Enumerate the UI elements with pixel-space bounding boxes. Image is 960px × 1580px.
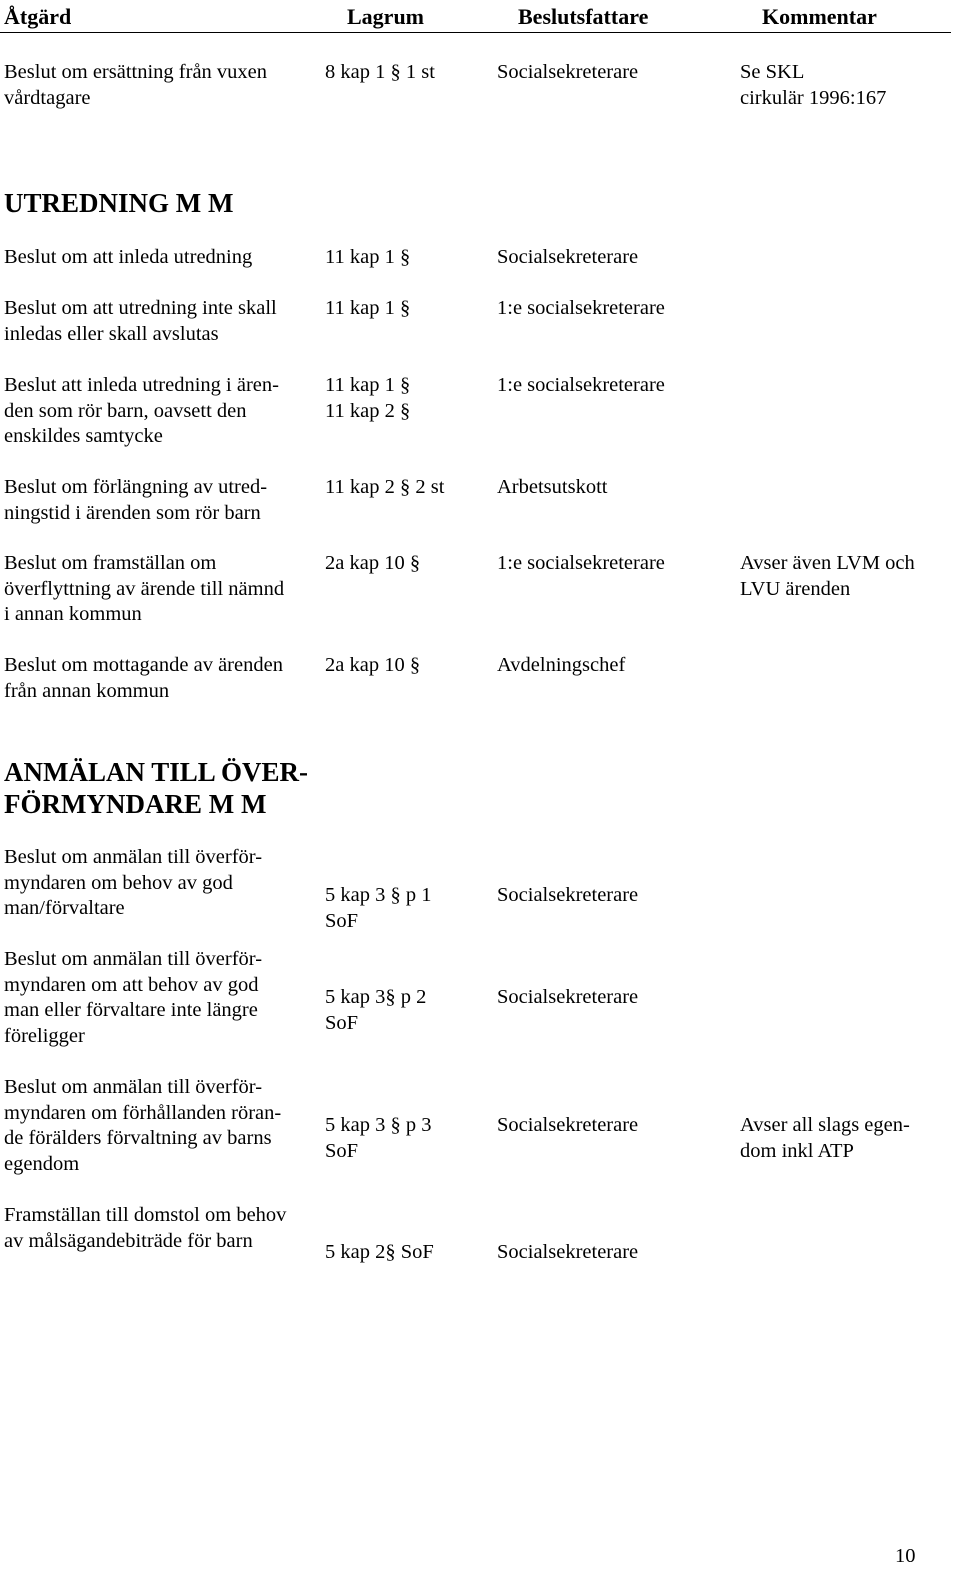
cell-line: Beslut om att utredning inte skall [4,297,277,319]
cell-line: inledas eller skall avslutas [4,322,219,345]
cell-line: Socialsekreterare [497,986,639,1008]
cell-line: Beslut om anmälan till överför- [4,948,263,970]
row-kommentar [740,551,915,602]
cell-line: Se SKL [740,61,805,83]
cell-line: Arbetsutskott [497,476,608,498]
row-lagrum [325,1113,431,1164]
section-title-anmalan [4,756,308,820]
row-atgard [4,653,283,704]
row-beslutsfattare [497,373,665,399]
row-beslutsfattare [497,653,625,679]
cell-line: Socialsekreterare [497,61,639,83]
row-beslutsfattare [497,475,607,501]
cell-line: Beslut att inleda utredning i ären- [4,374,279,396]
cell-line: 5 kap 3§ p 2 [325,986,427,1008]
cell-line: myndaren om behov av god [4,871,233,894]
cell-line: Socialsekreterare [497,1241,639,1263]
row-lagrum [325,373,410,424]
cell-line: de förälders förvaltning av barns [4,1127,272,1149]
row-atgard [4,845,262,922]
section-title-line: FÖRMYNDARE M M [4,789,267,819]
cell-line: man eller förvaltare inte längre [4,999,258,1021]
column-header-beslutsfattare: Beslutsfattare [518,4,649,29]
cell-line: Beslut om förlängning av utred- [4,476,268,498]
row-atgard [4,1203,286,1254]
row-lagrum [325,985,426,1036]
row-beslutsfattare [497,245,638,271]
row-beslutsfattare [497,296,665,322]
cell-line: 5 kap 3 § p 1 [325,884,432,906]
row-atgard [4,296,277,347]
row-kommentar [740,1113,910,1164]
cell-line: Beslut om ersättning från vuxen [4,61,268,83]
cell-line: Avser även LVM och [740,552,915,574]
cell-line: Framställan till domstol om behov [4,1204,287,1226]
page-number: 10 [895,1545,916,1567]
row-lagrum [325,551,420,577]
cell-line: vårdtagare [4,86,91,109]
cell-line: Beslut om anmälan till överför- [4,1076,263,1098]
section-title-line: UTREDNING M M [4,188,234,218]
row-beslutsfattare [497,985,638,1011]
cell-line: 1:e socialsekreterare [497,297,665,319]
row-atgard [4,245,252,271]
cell-line: Beslut om mottagande av ärenden [4,654,283,676]
cell-line: Avser all slags egen- [740,1114,910,1136]
cell-line: ningstid i ärenden som rör barn [4,501,261,524]
column-header-atgard: Åtgärd [4,4,72,29]
cell-line: 5 kap 2§ SoF [325,1241,434,1263]
row-beslutsfattare [497,551,665,577]
row-beslutsfattare [497,1113,638,1139]
row-lagrum [325,245,410,271]
section-title-utredning [4,187,234,219]
cell-line: Beslut om framställan om [4,552,217,574]
row-lagrum [325,475,444,501]
cell-line: Socialsekreterare [497,884,639,906]
cell-line: Beslut om anmälan till överför- [4,846,263,868]
row-atgard [4,551,284,628]
cell-line: 11 kap 2 § [325,399,411,422]
cell-line: 1:e socialsekreterare [497,374,665,396]
cell-line: överflyttning av ärende till nämnd [4,577,285,600]
cell-line: 11 kap 1 § [325,374,411,396]
column-header-kommentar: Kommentar [762,4,877,29]
cell-line: egendom [4,1152,80,1175]
cell-line: 2a kap 10 § [325,654,421,676]
cell-line: dom inkl ATP [740,1139,854,1162]
cell-line: 11 kap 2 § 2 st [325,476,445,498]
row-beslutsfattare [497,1240,638,1266]
cell-line: den som rör barn, oavsett den [4,399,247,422]
cell-line: enskildes samtycke [4,425,163,447]
cell-line: Avdelningschef [497,654,626,676]
row-lagrum [325,296,410,322]
cell-line: man/förvaltare [4,897,125,919]
cell-line: LVU ärenden [740,577,851,600]
cell-line: 1:e socialsekreterare [497,552,665,574]
row-lagrum [325,653,420,679]
cell-line: Socialsekreterare [497,1114,639,1136]
cell-line: 11 kap 1 § [325,246,411,268]
cell-line: cirkulär 1996:167 [740,86,887,109]
section-title-line: ANMÄLAN TILL ÖVER- [4,757,309,787]
cell-line: SoF [325,1139,359,1162]
cell-line: Socialsekreterare [497,246,639,268]
cell-line: från annan kommun [4,679,170,702]
row-atgard [4,475,267,526]
row-kommentar [740,60,886,111]
row-atgard [4,60,267,111]
cell-line: 5 kap 3 § p 3 [325,1114,432,1136]
row-lagrum [325,1240,434,1266]
cell-line: myndaren om att behov av god [4,973,259,996]
row-lagrum [325,60,435,86]
cell-line: föreligger [4,1024,85,1047]
cell-line: 2a kap 10 § [325,552,421,574]
cell-line: myndaren om förhållanden röran- [4,1101,282,1124]
cell-line: 11 kap 1 § [325,297,411,319]
cell-line: av målsägandebiträde för barn [4,1229,253,1252]
row-atgard [4,373,279,450]
row-lagrum [325,883,431,934]
header-rule [0,32,951,33]
cell-line: i annan kommun [4,603,142,625]
row-atgard [4,1075,281,1177]
row-atgard [4,947,262,1049]
column-header-lagrum: Lagrum [347,4,424,29]
cell-line: 8 kap 1 § 1 st [325,61,435,83]
cell-line: SoF [325,909,359,932]
row-beslutsfattare [497,60,638,86]
cell-line: SoF [325,1011,359,1034]
row-beslutsfattare [497,883,638,909]
cell-line: Beslut om att inleda utredning [4,246,253,268]
